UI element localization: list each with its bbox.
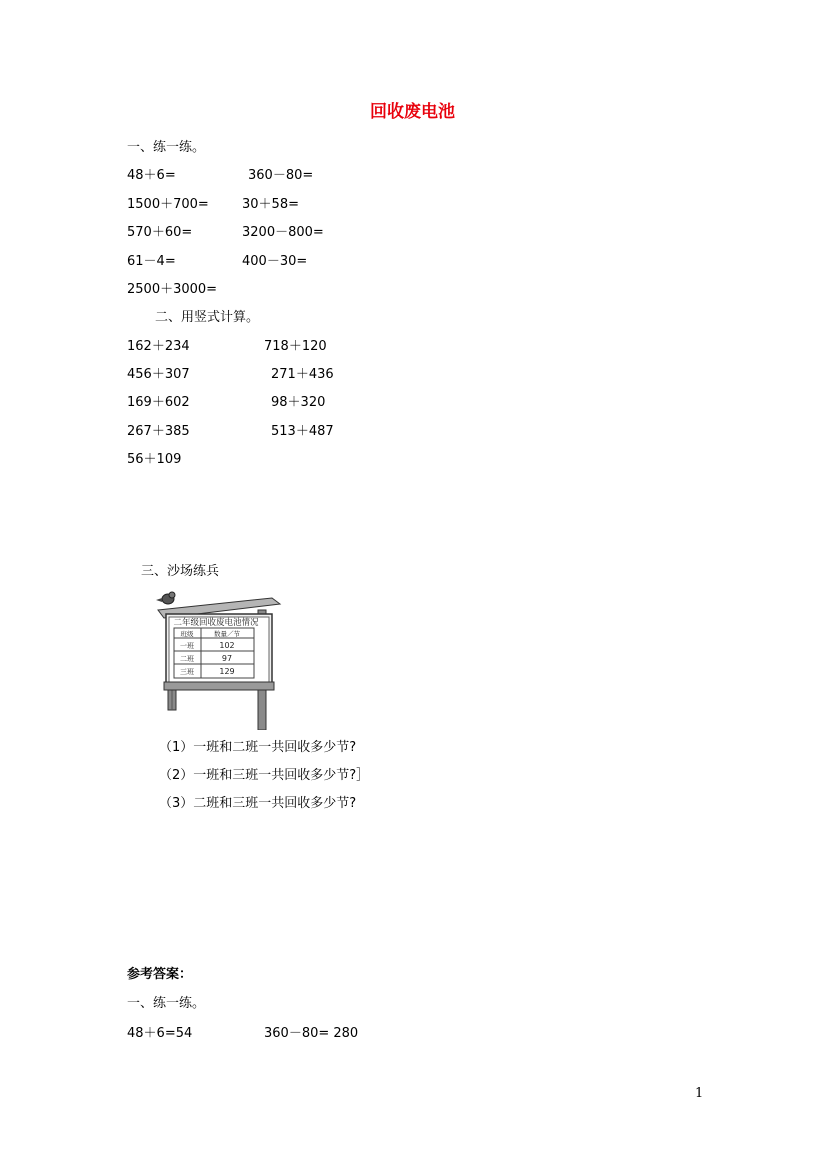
vertical-calc-item: 456＋307 (127, 367, 190, 382)
exercise-item: 61－4= (127, 254, 176, 269)
board-cell-count: 102 (219, 641, 235, 650)
question-item: （1）一班和二班一共回收多少节? (159, 740, 357, 755)
answers-section-heading: 一、练一练。 (127, 996, 206, 1011)
exercise-item: 2500＋3000= (127, 282, 218, 297)
page-number: 1 (695, 1086, 704, 1101)
vertical-calc-item: 271＋436 (271, 367, 334, 382)
board-cell-count: 97 (221, 654, 233, 663)
board-cell-class: 一班 (180, 642, 194, 650)
section3-heading: 三、沙场练兵 (141, 564, 220, 579)
vertical-calc-item: 513＋487 (271, 424, 334, 439)
board-title: 二年级回收废电池情况 (173, 618, 259, 628)
question-item: （2）一班和三班一共回收多少节?］ (159, 768, 370, 783)
page-title: 回收废电池 (370, 102, 455, 122)
answer-item: 48＋6=54 (127, 1026, 193, 1041)
answers-heading: 参考答案： (127, 967, 193, 982)
vertical-calc-item: 267＋385 (127, 424, 190, 439)
vertical-calc-item: 718＋120 (264, 339, 327, 354)
exercise-item: 1500＋700= (127, 197, 209, 212)
vertical-calc-item: 162＋234 (127, 339, 190, 354)
exercise-item: 30＋58= (242, 197, 299, 212)
exercise-item: 360－80= (248, 168, 314, 183)
board-cell-class: 二班 (180, 655, 194, 663)
question-item: （3）二班和三班一共回收多少节? (159, 796, 357, 811)
board-header-class: 班级 (180, 630, 194, 638)
board-header-count: 数量／节 (214, 630, 240, 638)
exercise-item: 3200－800= (242, 225, 324, 240)
bird-icon (156, 592, 175, 604)
section2-heading: 二、用竖式计算。 (155, 310, 260, 325)
section1-heading: 一、练一练。 (127, 140, 206, 155)
exercise-item: 570＋60= (127, 225, 193, 240)
board-cell-class: 三班 (180, 668, 194, 676)
exercise-item: 48＋6= (127, 168, 176, 183)
answer-item: 360－80= 280 (264, 1026, 359, 1041)
notice-board-illustration (154, 590, 282, 730)
board-cell-count: 129 (219, 667, 235, 676)
vertical-calc-item: 169＋602 (127, 395, 190, 410)
vertical-calc-item: 98＋320 (271, 395, 326, 410)
exercise-item: 400－30= (242, 254, 308, 269)
vertical-calc-item: 56＋109 (127, 452, 182, 467)
